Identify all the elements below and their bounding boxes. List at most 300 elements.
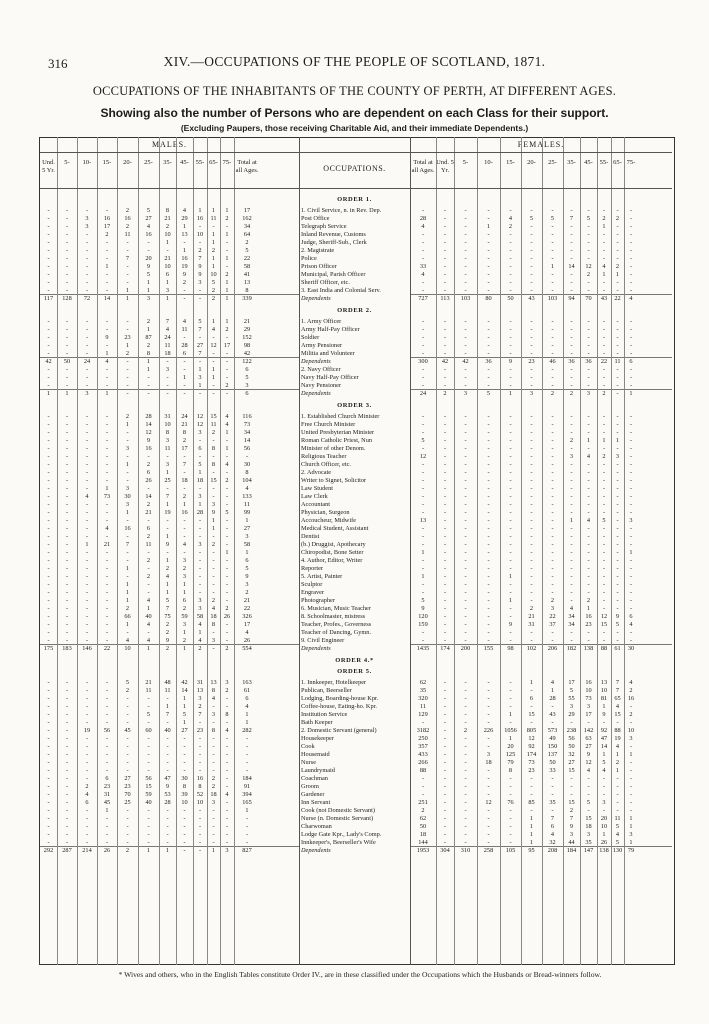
occupation-label: Law Student: [301, 485, 334, 492]
male-cell: -: [183, 334, 186, 341]
male-cell: -: [47, 629, 50, 636]
occupation-label: 9. Civil Engineer: [301, 637, 345, 644]
section-title: ORDER 3.: [337, 402, 372, 409]
male-cell: 42: [243, 350, 251, 357]
occupation-label: Charwoman: [301, 823, 332, 830]
female-cell: -: [551, 549, 554, 556]
male-cell: 1: [211, 517, 216, 524]
column-header: Total at all Ages.: [411, 159, 435, 174]
female-cell: -: [551, 207, 554, 214]
male-cell: 40: [164, 727, 171, 734]
male-cell: 24: [164, 334, 171, 341]
female-cell: -: [530, 342, 533, 349]
table-row: [40, 807, 672, 815]
male-cell: -: [198, 759, 202, 766]
female-cell: 4: [550, 831, 555, 838]
male-cell: -: [212, 350, 215, 357]
column-header: 25-: [144, 159, 153, 166]
male-cell: 184: [242, 775, 252, 782]
female-cell: -: [443, 687, 447, 694]
male-cell: 58: [243, 263, 251, 270]
female-cell: -: [464, 679, 467, 686]
male-cell: -: [225, 767, 229, 774]
male-cell: 9: [198, 263, 202, 270]
female-cell: 43: [528, 295, 535, 302]
male-cell: -: [105, 695, 109, 702]
female-cell: -: [421, 342, 425, 349]
female-cell: -: [551, 525, 554, 532]
female-cell: -: [629, 271, 633, 278]
male-cell: 13: [181, 231, 188, 238]
male-cell: 40: [145, 799, 152, 806]
male-cell: -: [183, 469, 186, 476]
male-cell: 5: [211, 279, 216, 286]
male-cell: 1: [211, 318, 216, 325]
female-cell: -: [587, 783, 590, 790]
female-cell: -: [464, 719, 467, 726]
male-cell: 2: [146, 461, 151, 468]
male-cell: -: [147, 719, 150, 726]
female-cell: 28: [419, 215, 427, 222]
male-cell: 9: [182, 271, 187, 278]
female-cell: -: [570, 533, 573, 540]
male-cell: -: [147, 485, 150, 492]
female-cell: 22: [549, 613, 556, 620]
table-row: [40, 565, 672, 573]
male-cell: 91: [243, 783, 251, 790]
female-cell: -: [443, 501, 447, 508]
column-rule: [436, 137, 437, 965]
female-cell: -: [421, 350, 425, 357]
male-cell: 21: [164, 255, 171, 262]
female-cell: -: [530, 637, 533, 644]
female-cell: -: [587, 533, 590, 540]
female-cell: 1: [602, 437, 606, 444]
female-cell: -: [570, 783, 573, 790]
male-cell: 30: [124, 493, 131, 500]
female-cell: -: [551, 231, 554, 238]
female-cell: -: [551, 807, 554, 814]
female-cell: -: [421, 791, 425, 798]
male-cell: 14: [103, 295, 111, 302]
female-cell: -: [443, 767, 447, 774]
female-cell: -: [530, 485, 533, 492]
female-cell: -: [443, 727, 447, 734]
female-cell: 13: [419, 517, 427, 524]
column-rule: [97, 137, 98, 965]
female-cell: -: [570, 207, 573, 214]
female-cell: -: [487, 207, 490, 214]
table-subnote: (Excluding Paupers, those receiving Charitable Aid, and their immediate Dependents.): [180, 123, 529, 133]
male-cell: -: [65, 767, 69, 774]
female-cell: -: [509, 501, 512, 508]
male-cell: 2: [146, 342, 151, 349]
male-cell: -: [85, 374, 89, 381]
occupation-label: Photographer: [301, 597, 335, 604]
female-cell: -: [616, 231, 619, 238]
male-cell: 17: [243, 621, 251, 628]
occupation-label: Cook (not Domestic Servant): [301, 807, 375, 814]
male-cell: -: [85, 621, 89, 628]
female-cell: 9: [508, 621, 513, 628]
female-cell: -: [629, 493, 633, 500]
male-cell: -: [85, 735, 89, 742]
male-cell: -: [47, 549, 50, 556]
table-row: [40, 589, 672, 597]
occupation-label: Coffee-house, Eating-ho. Kpr.: [301, 703, 377, 710]
male-cell: -: [212, 533, 215, 540]
male-cell: -: [212, 719, 215, 726]
female-cell: -: [587, 557, 590, 564]
male-cell: 3: [125, 445, 130, 452]
male-cell: -: [65, 783, 69, 790]
female-cell: -: [487, 263, 490, 270]
male-cell: 4: [198, 621, 202, 628]
female-cell: -: [487, 485, 490, 492]
female-cell: 125: [505, 751, 516, 758]
female-cell: 3: [629, 735, 633, 742]
female-cell: -: [530, 382, 533, 389]
male-cell: -: [65, 517, 69, 524]
male-cell: -: [225, 823, 229, 830]
female-cell: -: [443, 231, 447, 238]
female-cell: -: [421, 461, 425, 468]
male-cell: -: [225, 517, 229, 524]
female-cell: -: [602, 549, 606, 556]
female-cell: 36: [568, 358, 575, 365]
female-cell: -: [570, 231, 573, 238]
male-cell: -: [183, 823, 186, 830]
male-cell: -: [198, 517, 202, 524]
female-cell: -: [421, 421, 425, 428]
female-cell: -: [464, 589, 467, 596]
male-cell: -: [85, 469, 89, 476]
female-cell: -: [587, 350, 590, 357]
female-cell: -: [487, 271, 490, 278]
female-cell: -: [551, 413, 554, 420]
column-header: 45-: [584, 159, 593, 166]
female-cell: -: [629, 783, 633, 790]
female-cell: -: [551, 783, 554, 790]
female-cell: -: [587, 287, 590, 294]
female-cell: -: [421, 541, 425, 548]
male-cell: -: [85, 759, 89, 766]
female-cell: 1: [508, 711, 513, 718]
male-cell: 1: [245, 549, 249, 556]
female-cell: -: [551, 350, 554, 357]
female-cell: -: [616, 334, 619, 341]
male-cell: 1: [225, 207, 229, 214]
occupation-label: Dependents: [301, 295, 331, 302]
male-cell: -: [212, 589, 215, 596]
occupation-label: Accoucheur, Midwife: [301, 517, 356, 524]
male-cell: 4: [225, 791, 229, 798]
male-cell: -: [212, 223, 215, 230]
male-cell: -: [212, 751, 215, 758]
female-cell: -: [602, 533, 606, 540]
male-cell: 4: [105, 358, 109, 365]
male-cell: 17: [103, 223, 111, 230]
female-cell: -: [487, 509, 490, 516]
male-cell: 3: [198, 279, 202, 286]
female-cell: -: [551, 342, 554, 349]
male-cell: -: [65, 679, 69, 686]
male-cell: 10: [210, 271, 217, 278]
male-cell: -: [105, 751, 109, 758]
occupation-label: Teacher, Profes., Governess: [301, 621, 372, 628]
column-header: 15-: [102, 159, 112, 166]
female-cell: -: [587, 791, 590, 798]
male-cell: 1: [211, 255, 216, 262]
male-cell: -: [85, 366, 89, 373]
male-cell: 27: [124, 775, 131, 782]
female-cell: -: [487, 517, 490, 524]
female-cell: 3: [569, 831, 574, 838]
occupation-label: Army Half-Pay Officer: [301, 326, 360, 333]
occupation-label: Physician, Surgeon: [301, 509, 350, 516]
female-cell: -: [509, 823, 512, 830]
female-cell: -: [487, 477, 490, 484]
female-cell: 9: [508, 358, 513, 365]
female-cell: -: [443, 823, 447, 830]
female-cell: -: [530, 413, 533, 420]
male-cell: -: [245, 735, 249, 742]
female-cell: -: [570, 541, 573, 548]
male-cell: 27: [181, 727, 188, 734]
male-cell: 25: [164, 477, 171, 484]
male-cell: 3: [85, 215, 89, 222]
male-cell: -: [225, 374, 229, 381]
female-cell: -: [551, 326, 554, 333]
male-cell: 7: [198, 326, 202, 333]
female-cell: 2: [443, 390, 447, 397]
male-cell: -: [47, 485, 50, 492]
male-cell: -: [105, 287, 109, 294]
female-cell: -: [443, 366, 447, 373]
female-cell: -: [616, 223, 619, 230]
female-cell: -: [629, 287, 633, 294]
male-cell: -: [47, 207, 50, 214]
male-cell: 24: [181, 413, 188, 420]
male-cell: 3: [125, 501, 130, 508]
male-cell: 11: [164, 342, 171, 349]
female-cell: 1: [529, 823, 534, 830]
male-cell: 3: [198, 374, 202, 381]
female-cell: 1: [602, 831, 606, 838]
female-cell: -: [443, 263, 447, 270]
female-cell: -: [530, 350, 533, 357]
male-cell: 21: [243, 318, 251, 325]
female-cell: -: [570, 271, 573, 278]
male-cell: -: [212, 358, 215, 365]
female-cell: -: [629, 703, 633, 710]
occupation-label: 8. Schoolmaster, mistress: [301, 613, 366, 620]
female-cell: 1: [550, 263, 555, 270]
female-cell: -: [587, 509, 590, 516]
female-cell: -: [602, 239, 606, 246]
male-cell: 1: [105, 807, 109, 814]
male-cell: -: [225, 775, 229, 782]
occupation-label: Judge, Sheriff-Sub., Clerk: [301, 239, 367, 246]
female-cell: -: [587, 207, 590, 214]
female-cell: -: [487, 533, 490, 540]
female-cell: -: [464, 413, 467, 420]
male-cell: 27: [196, 342, 204, 349]
male-cell: -: [212, 485, 215, 492]
male-cell: -: [225, 453, 229, 460]
female-cell: -: [551, 589, 554, 596]
female-cell: -: [629, 719, 633, 726]
female-cell: -: [602, 207, 606, 214]
male-cell: -: [65, 791, 69, 798]
female-cell: -: [530, 445, 533, 452]
male-cell: -: [47, 815, 50, 822]
male-cell: -: [212, 703, 215, 710]
male-cell: -: [147, 759, 150, 766]
male-cell: -: [85, 207, 89, 214]
female-cell: 2: [615, 759, 620, 766]
table-row: [40, 687, 672, 695]
female-cell: -: [616, 719, 619, 726]
male-cell: -: [105, 318, 109, 325]
male-cell: 1: [165, 581, 170, 588]
female-cell: -: [421, 509, 425, 516]
male-cell: 183: [62, 645, 72, 652]
male-cell: 1: [182, 645, 187, 652]
occupation-label: Roman Catholic Priest, Nun: [301, 437, 373, 444]
occupation-label: Bath Keeper: [301, 719, 333, 726]
male-cell: 8: [211, 621, 216, 628]
male-cell: 1: [125, 621, 130, 628]
male-cell: -: [85, 695, 89, 702]
female-cell: 73: [528, 759, 535, 766]
female-cell: -: [443, 374, 447, 381]
occupation-label: Army Pensioner: [301, 342, 343, 349]
female-cell: -: [464, 421, 467, 428]
female-cell: 5: [602, 517, 606, 524]
female-cell: -: [587, 525, 590, 532]
female-cell: -: [570, 413, 573, 420]
male-cell: -: [47, 695, 50, 702]
table-row: [40, 597, 672, 605]
male-cell: -: [85, 605, 89, 612]
male-cell: -: [183, 239, 186, 246]
table-row: [40, 711, 672, 719]
female-cell: -: [616, 573, 619, 580]
female-cell: -: [487, 549, 490, 556]
male-cell: -: [47, 637, 50, 644]
male-cell: 13: [243, 279, 251, 286]
female-cell: -: [487, 525, 490, 532]
female-cell: -: [509, 318, 512, 325]
occupation-label: Teacher of Dancing, Gymn.: [301, 629, 372, 636]
female-cell: -: [602, 493, 606, 500]
male-cell: -: [183, 735, 186, 742]
male-cell: -: [225, 493, 229, 500]
female-cell: -: [530, 533, 533, 540]
female-cell: 4: [586, 517, 591, 524]
male-cell: -: [225, 541, 229, 548]
male-cell: -: [85, 687, 89, 694]
male-cell: 6: [245, 557, 249, 564]
male-cell: -: [183, 517, 186, 524]
female-cell: -: [421, 565, 425, 572]
column-header: 15-: [506, 159, 515, 166]
female-cell: -: [551, 461, 554, 468]
female-cell: -: [421, 501, 425, 508]
male-cell: 3: [198, 429, 202, 436]
female-cell: -: [602, 629, 606, 636]
female-cell: -: [616, 509, 619, 516]
male-cell: -: [245, 815, 249, 822]
female-cell: -: [530, 807, 533, 814]
male-cell: -: [65, 597, 69, 604]
male-cell: 1: [225, 287, 229, 294]
female-cell: -: [587, 549, 590, 556]
female-cell: -: [602, 565, 606, 572]
female-cell: 79: [507, 759, 514, 766]
male-cell: -: [166, 823, 169, 830]
male-cell: -: [198, 525, 202, 532]
male-cell: 1: [146, 605, 151, 612]
female-cell: -: [509, 429, 512, 436]
male-cell: 5: [146, 711, 151, 718]
male-cell: -: [212, 759, 215, 766]
male-cell: -: [183, 453, 186, 460]
male-cell: -: [47, 541, 50, 548]
female-cell: 2: [550, 597, 555, 604]
occupation-label: Nurse (n. Domestic Servant): [301, 815, 374, 822]
male-cell: 7: [165, 493, 170, 500]
male-cell: 1: [182, 581, 187, 588]
male-cell: 4: [146, 597, 151, 604]
female-cell: -: [602, 445, 606, 452]
male-cell: 21: [103, 541, 111, 548]
male-cell: 8: [146, 350, 151, 357]
female-cell: -: [487, 429, 490, 436]
female-cell: -: [570, 350, 573, 357]
female-cell: 1: [529, 815, 534, 822]
female-cell: -: [509, 461, 512, 468]
female-cell: 4: [602, 263, 606, 270]
male-cell: 22: [243, 255, 251, 262]
male-cell: -: [166, 247, 169, 254]
male-cell: -: [65, 350, 69, 357]
female-cell: -: [602, 791, 606, 798]
male-cell: 2: [225, 687, 229, 694]
male-cell: 9: [245, 573, 249, 580]
male-cell: 7: [198, 255, 202, 262]
female-cell: -: [443, 775, 447, 782]
male-cell: 23: [196, 727, 204, 734]
female-cell: 4: [629, 679, 633, 686]
male-cell: 4: [165, 326, 170, 333]
female-cell: -: [421, 366, 425, 373]
male-cell: -: [147, 382, 150, 389]
female-cell: -: [421, 207, 425, 214]
female-cell: 55: [568, 695, 575, 702]
male-cell: 7: [198, 350, 202, 357]
male-cell: 3: [245, 533, 249, 540]
male-cell: 1: [105, 485, 109, 492]
male-cell: -: [126, 271, 129, 278]
female-cell: -: [570, 589, 573, 596]
row-rule: [40, 188, 672, 189]
male-cell: -: [198, 589, 202, 596]
female-cell: -: [616, 605, 619, 612]
female-cell: 22: [614, 295, 621, 302]
male-cell: 3: [225, 847, 229, 854]
